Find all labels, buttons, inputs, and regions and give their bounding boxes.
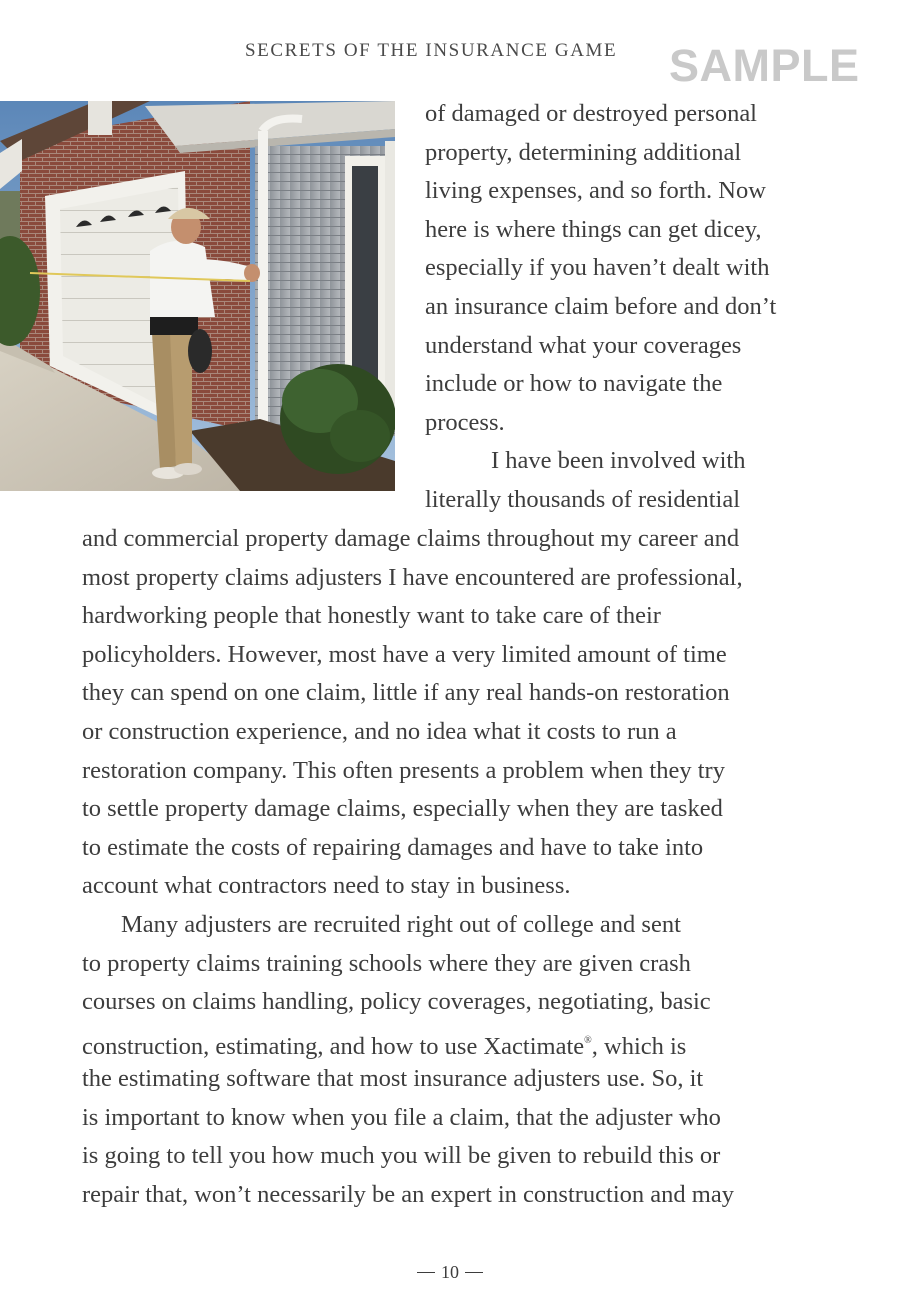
text-line: an insurance claim before and don’t — [425, 293, 777, 320]
text-line: account what contractors need to stay in business. — [82, 872, 571, 899]
house-inspection-photo — [0, 101, 395, 491]
text-line: policyholders. However, most have a very limited amount of time — [82, 641, 727, 668]
text-span: , which is — [591, 1033, 687, 1060]
text-line: of damaged or destroyed personal — [425, 100, 757, 127]
text-line: and commercial property damage claims throughout my career and — [82, 525, 740, 552]
text-line: or construction experience, and no idea what it costs to run a — [82, 718, 677, 745]
text-line: understand what your coverages — [425, 332, 742, 359]
sample-watermark: SAMPLE — [669, 40, 860, 91]
text-line: restoration company. This often presents a problem when they try — [82, 757, 725, 784]
folio-dash — [465, 1272, 483, 1274]
text-line: to settle property damage claims, especially when they are tasked — [82, 795, 723, 822]
text-line: repair that, won’t necessarily be an expert in construction and may — [82, 1181, 734, 1208]
text-line: to estimate the costs of repairing damages and have to take into — [82, 834, 704, 861]
text-line: courses on claims handling, policy coverages, negotiating, basic — [82, 988, 711, 1015]
text-line: literally thousands of residential — [425, 486, 741, 513]
text-line: the estimating software that most insurance adjusters use. So, it — [82, 1065, 704, 1092]
text-line: to property claims training schools where they are given crash — [82, 950, 691, 977]
text-line: Many adjusters are recruited right out of college and sent — [121, 911, 681, 938]
text-line: here is where things can get dicey, — [425, 216, 762, 243]
registered-mark: ® — [584, 1035, 592, 1046]
text-line: is important to know when you file a claim, that the adjuster who — [82, 1104, 721, 1131]
page-number — [0, 1262, 900, 1283]
text-line: living expenses, and so forth. Now — [425, 177, 766, 204]
folio-dash — [417, 1272, 435, 1274]
text-line: include or how to navigate the — [425, 370, 723, 397]
text-line: they can spend on one claim, little if any real hands-on restoration — [82, 679, 730, 706]
text-line: most property claims adjusters I have encountered are professional, — [82, 564, 743, 591]
page-number-value: 10 — [441, 1262, 459, 1282]
text-line — [82, 1024, 686, 1064]
text-line: hardworking people that honestly want to take care of their — [82, 602, 661, 629]
text-line: process. — [425, 409, 505, 436]
running-head: SECRETS OF THE INSURANCE GAME — [245, 40, 618, 61]
text-line: especially if you haven’t dealt with — [425, 254, 770, 281]
text-span: construction, estimating, and how to use Xactimate — [82, 1033, 585, 1060]
text-line: I have been involved with — [491, 447, 746, 474]
text-line: is going to tell you how much you will be given to rebuild this or — [82, 1142, 721, 1169]
text-line: property, determining additional — [425, 139, 742, 166]
